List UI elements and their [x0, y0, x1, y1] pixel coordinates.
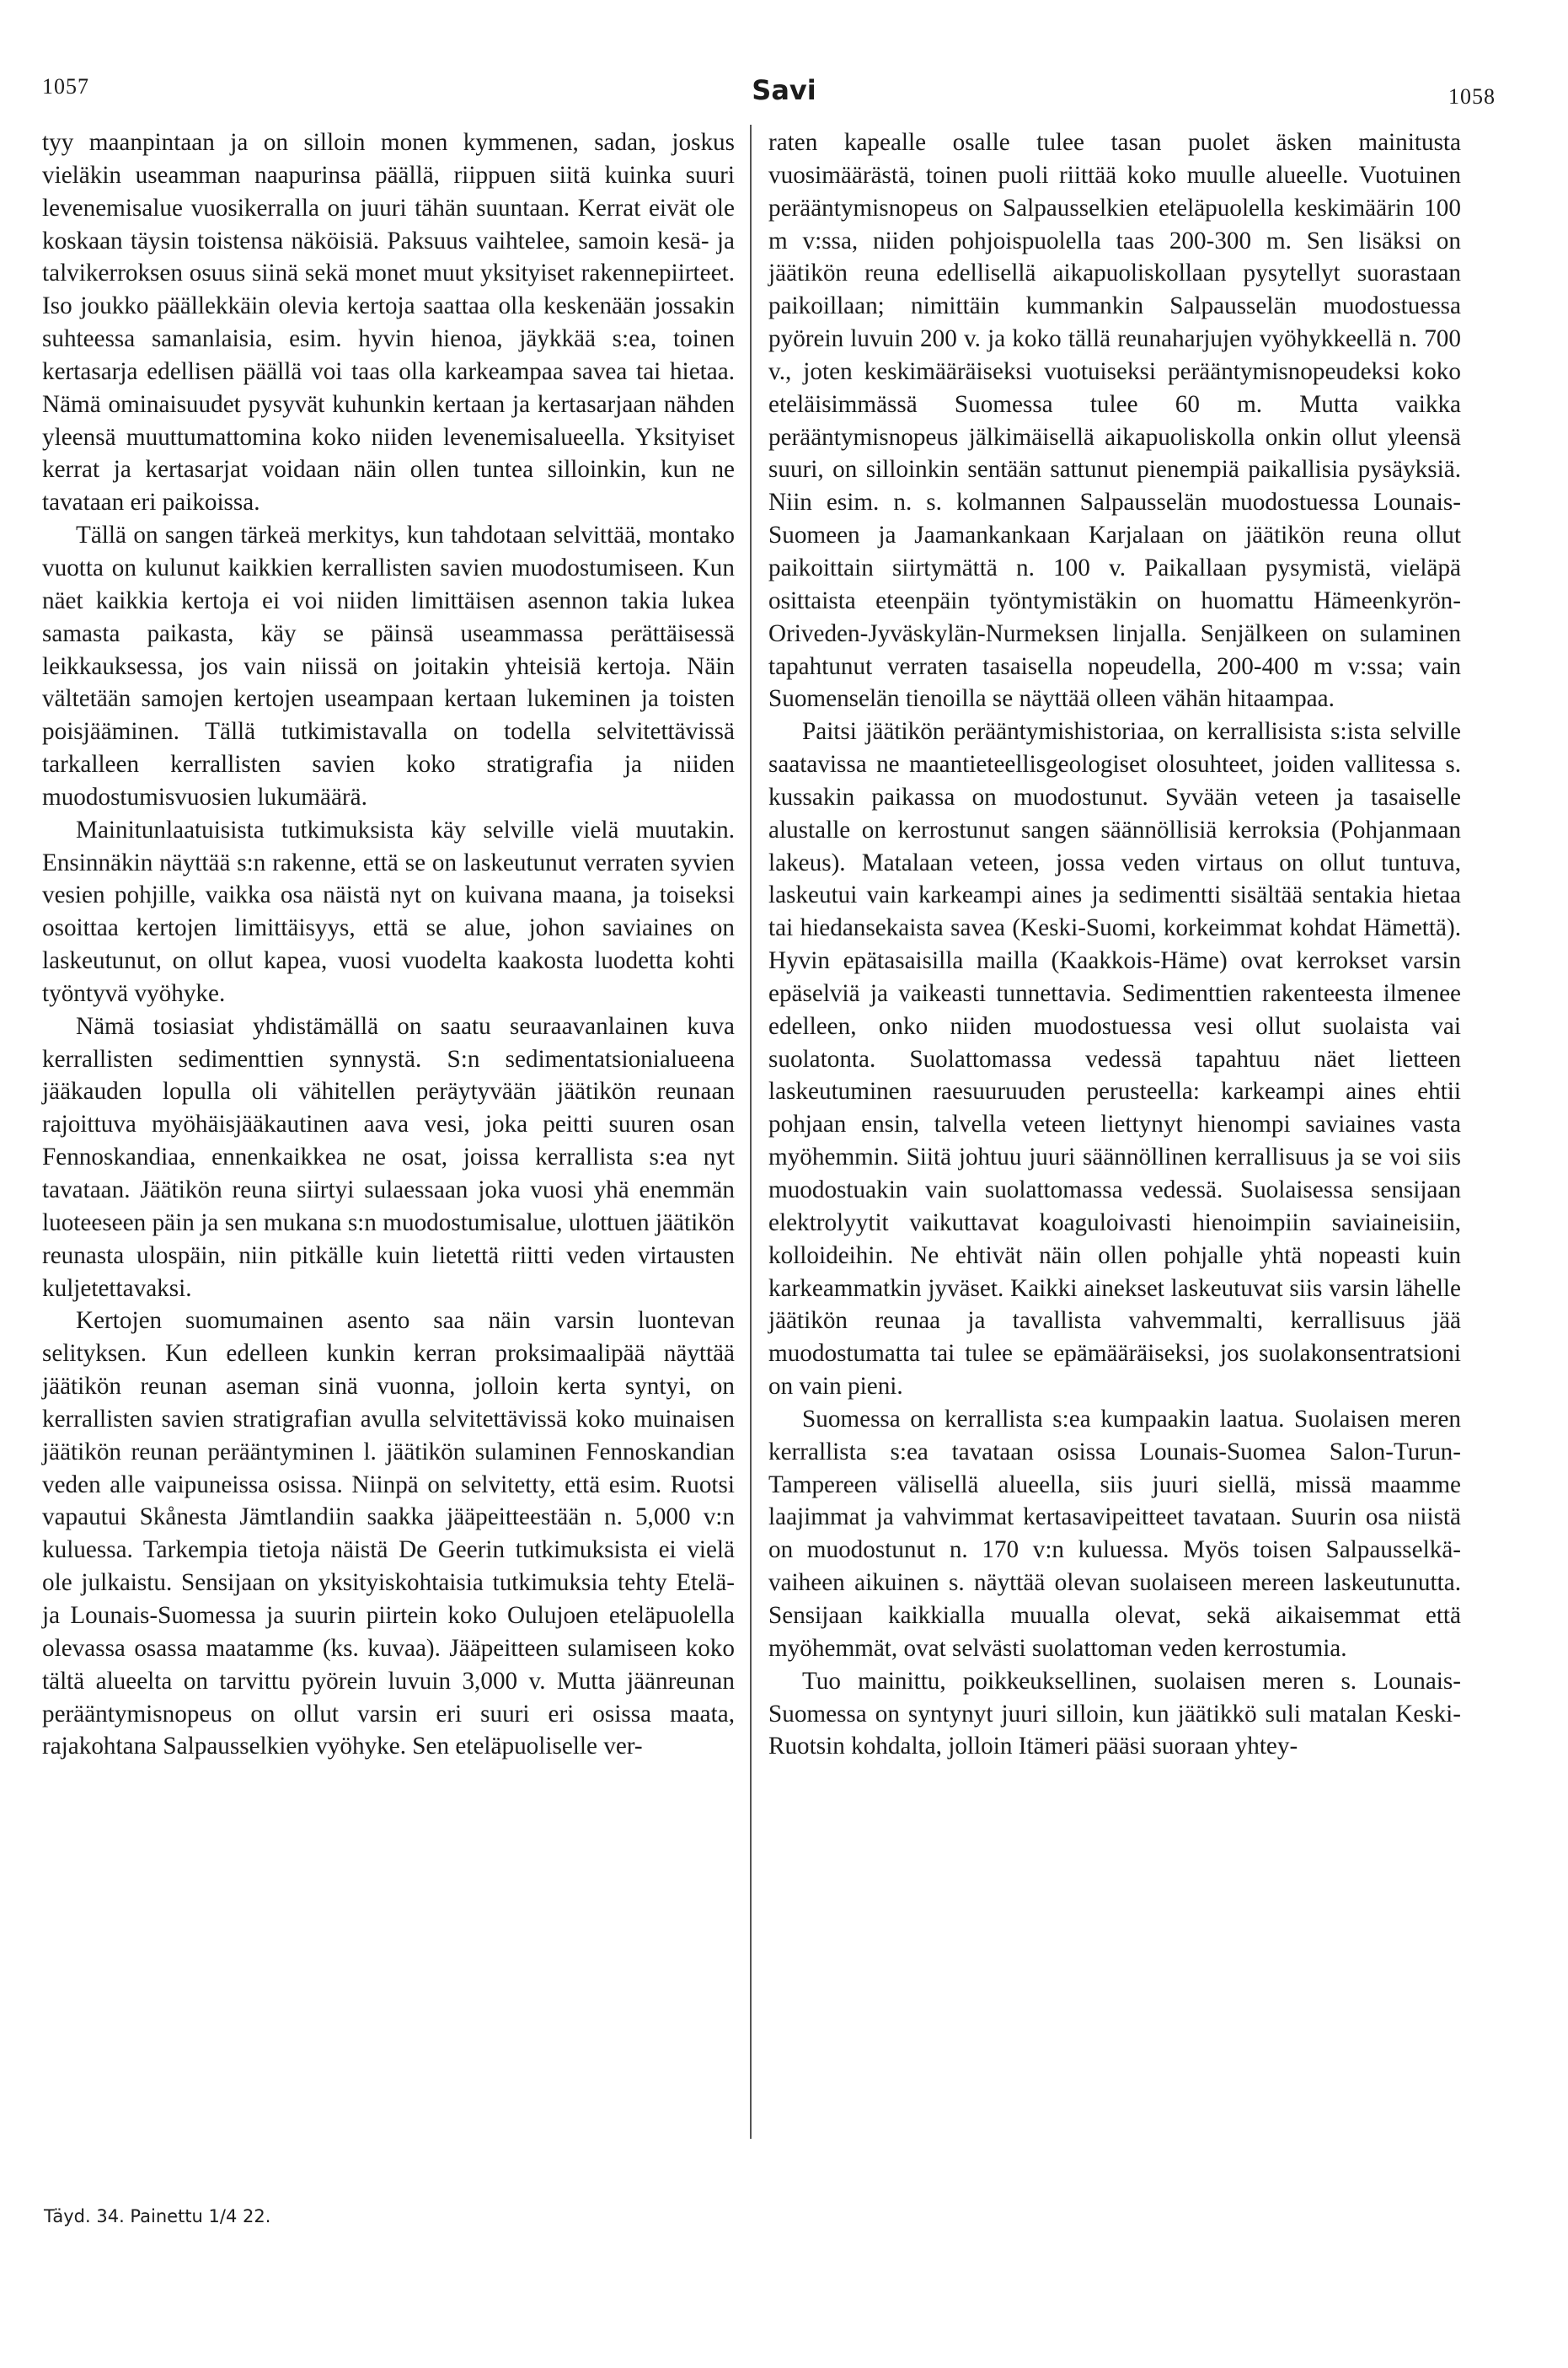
paragraph: Paitsi jäätikön perääntymishistoriaa, on kerrallisista s:ista selville saatavissa ne maantieteellisgeologiset olosuhteet, joiden vallitessa s. kussakin paikassa on muodostunut. Syvään veteen ja tasaiselle alustalle on kerrostunut sangen säännöllisiä kerroksia (Pohjanmaan lakeus). Matalaan veteen, jossa veden virtaus on ollut tuntuva, laskeutui vain karkeampi aines ja sedimentti sisältää sentakia hietaa tai hiedansekaista savea (Keski-Suomi, korkeimmat kohdat Hämettä). Hyvin epätasaisilla mailla (Kaakkois-Häme) ovat kerrokset varsin epäselviä ja vaikeasti tunnettavia. Sedimenttien rakenteesta ilmenee edelleen, onko niiden muodostuessa vesi ollut suolaista vai suolatonta. Suolattomassa vedessä tapahtuu näet lietteen laskeutuminen raesuuruuden perusteella: karkeampi aines ehtii pohjaan ensin, talvella veteen liettynyt hienompi saviaines vasta myöhemmin. Siitä johtuu juuri säännöllinen kerrallisuus ja se voi siis muodostuakin vain suolattomassa vedessä. Suolaisessa sensijaan elektrolyytit vaikuttavat koaguloivasti hienoimpiin saviaineisiin, kolloideihin. Ne ehtivät näin ollen pohjalle yhtä nopeasti kuin karkeammatkin jyväset. Kaikki ainekset laskeutuvat siis varsin lähelle jäätikön reunaa ja tavallista vahvemmalti, kerrallisuus jää muodostumatta tai tulee se epämääräiseksi, jos suolakonsentratsioni on vain pieni. [768, 718, 1461, 1401]
page-number-right: 1058 [1448, 84, 1496, 109]
paragraph: tyy maanpintaan ja on silloin monen kymmenen, sadan, joskus vieläkin useamman naapurinsa päällä, riippuen siitä kuinka suuri levenemisalue vuosikerralla on juuri tähän suuntaan. Kerrat eivät ole koskaan täysin toistensa näköisiä. Paksuus vaihtelee, samoin kesä- ja talvikerroksen osuus siinä sekä monet muut yksityiset rakennepiirteet. Iso joukko päällekkäin olevia kertoja saattaa olla keskenään jossakin suhteessa samanlaisia, esim. hyvin hienoa, jäykkää s:ea, toinen kertasarja edellisen päällä voi taas olla karkeampaa savea tai hietaa. Nämä ominaisuudet pysyvät kuhunkin kertaan ja kertasarjaan nähden yleensä muuttumattomina koko niiden levenemisalueella. Yksityiset kerrat ja kertasarjat voidaan näin ollen tuntea silloinkin, kun ne tavataan eri paikoissa. [42, 129, 735, 517]
left-column [42, 126, 735, 1763]
printer-footer: Täyd. 34. Painettu 1/4 22. [44, 2206, 271, 2226]
paragraph: Tällä on sangen tärkeä merkitys, kun tahdotaan selvittää, montako vuotta on kulunut kaikkien kerrallisten savien muodostumiseen. Kun näet kaikkia kertoja ei voi niiden limittäisen asennon takia lukea samasta paikasta, käy se päinsä useammassa perättäisessä leikkauksessa, jos vain niissä on joitakin yhteisiä kertoja. Näin vältetään samojen kertojen useampaan kertaan lukeminen ja toisten poisjääminen. Tällä tutkimistavalla on todella selvitettävissä tarkalleen kerrallisten savien koko stratigrafia ja niiden muodostumisvuosien lukumäärä. [42, 522, 735, 811]
right-column [768, 126, 1461, 1763]
column-divider [750, 125, 752, 2139]
page-number-left: 1057 [42, 74, 89, 99]
paragraph: Tuo mainittu, poikkeuksellinen, suolaisen meren s. Lounais-Suomessa on syntynyt juuri silloin, kun jäätikkö suli matalan Keski-Ruotsin kohdalta, jolloin Itämeri pääsi suoraan yhtey- [768, 1667, 1461, 1760]
paragraph: Suomessa on kerrallista s:ea kumpaakin laatua. Suolaisen meren kerrallista s:ea tavataan osissa Lounais-Suomea Salon-Turun-Tampereen välisellä alueella, siis juuri siellä, missä maamme laajimmat ja vahvimmat kertasavipeitteet tavataan. Suurin osa niistä on muodostunut n. 170 v:n kuluessa. Myös toisen Salpausselkä-vaiheen aikuinen s. näyttää olevan suolaiseen mereen laskeutunutta. Sensijaan kaikkialla muualla olevat, sekä aikaisemmat että myöhemmät, ovat selvästi suolattoman veden kerrostumia. [768, 1405, 1461, 1662]
running-head: Savi [752, 74, 816, 106]
paragraph: Nämä tosiasiat yhdistämällä on saatu seuraavanlainen kuva kerrallisten sedimenttien synnystä. S:n sedimentatsionialueena jääkauden lopulla oli vähitellen peräytyvään jäätikön reunaan rajoittuva myöhäisjääkautinen aava vesi, joka peitti suuren osan Fennoskandiaa, ennenkaikkea ne osat, joissa kerrallista s:ea nyt tavataan. Jäätikön reuna siirtyi sulaessaan joka vuosi yhä enemmän luoteeseen päin ja sen mukana s:n muodostumisalue, ulottuen jäätikön reunasta ulospäin, niin pitkälle kuin lietettä riitti veden virtausten kuljetettavaksi. [42, 1012, 735, 1302]
paragraph: Kertojen suomumainen asento saa näin varsin luontevan selityksen. Kun edelleen kunkin kerran proksimaalipää näyttää jäätikön reunan aseman sinä vuonna, jolloin kerta syntyi, on kerrallisten savien stratigrafian avulla selvitettävissä koko muinaisen jäätikön reunan perääntyminen l. jäätikön sulaminen Fennoskandian veden alle vaipuneissa osissa. Niinpä on selvitetty, että esim. Ruotsi vapautui Skånesta Jämtlandiin saakka jääpeitteestään n. 5,000 v:n kuluessa. Tarkempia tietoja näistä De Geerin tutkimuksista ei vielä ole julkaistu. Sensijaan on yksityiskohtaisia tutkimuksia tehty Etelä- ja Lounais-Suomessa ja suurin piirtein koko Oulujoen eteläpuolella olevassa osassa maatamme (ks. kuvaa). Jääpeitteen sulamiseen koko tältä alueelta on tarvittu pyörein luvuin 3,000 v. Mutta jäänreunan perääntymisnopeus on ollut varsin eri suuri eri osissa maata, rajakohtana Salpausselkien vyöhyke. Sen eteläpuoliselle ver- [42, 1307, 735, 1760]
paragraph: raten kapealle osalle tulee tasan puolet äsken mainitusta vuosimäärästä, toinen puoli riittää koko muulle alueelle. Vuotuinen perääntymisnopeus on Salpausselkien eteläpuolella keskimäärin 100 m v:ssa, niiden pohjoispuolella taas 200-300 m. Sen lisäksi on jäätikön reuna edellisellä aikapuoliskollaan pysytellyt suorastaan paikoillaan; nimittäin kummankin Salpausselän muodostuessa pyörein luvuin 200 v. ja koko tällä reunaharjujen vyöhykkeellä n. 700 v., joten keskimääräiseksi vuotuiseksi perääntymisnopeudeksi koko eteläisimmässä Suomessa tulee 60 m. Mutta vaikka perääntymisnopeus jälkimäisellä aikapuoliskolla onkin ollut yleensä suuri, on silloinkin sentään sattunut pienempiä paikallisia pysäyksiä. Niin esim. n. s. kolmannen Salpausselän muodostuessa Lounais-Suomeen ja Jaamankankaan Karjalaan on jäätikön reuna ollut paikoittain siirtymättä n. 100 v. Paikallaan pysymistä, vieläpä osittaista eteenpäin työntymistäkin on huomattu Hämeenkyrön-Oriveden-Jyväskylän-Nurmeksen linjalla. Senjälkeen on sulaminen tapahtunut verraten tasaisella nopeudella, 200-400 m v:ssa; vain Suomenselän tienoilla se näyttää olleen vähän hitaampaa. [768, 129, 1461, 713]
paragraph: Mainitunlaatuisista tutkimuksista käy selville vielä muutakin. Ensinnäkin näyttää s:n rakenne, että se on laskeutunut verraten syvien vesien pohjille, vaikka osa näistä nyt on kuivana maana, ja toiseksi osoittaa kertojen limittäisyys, että se alue, johon saviaines on laskeutunut, on ollut kapea, vuosi vuodelta kaakosta luodetta kohti työntyvä vyöhyke. [42, 816, 735, 1007]
